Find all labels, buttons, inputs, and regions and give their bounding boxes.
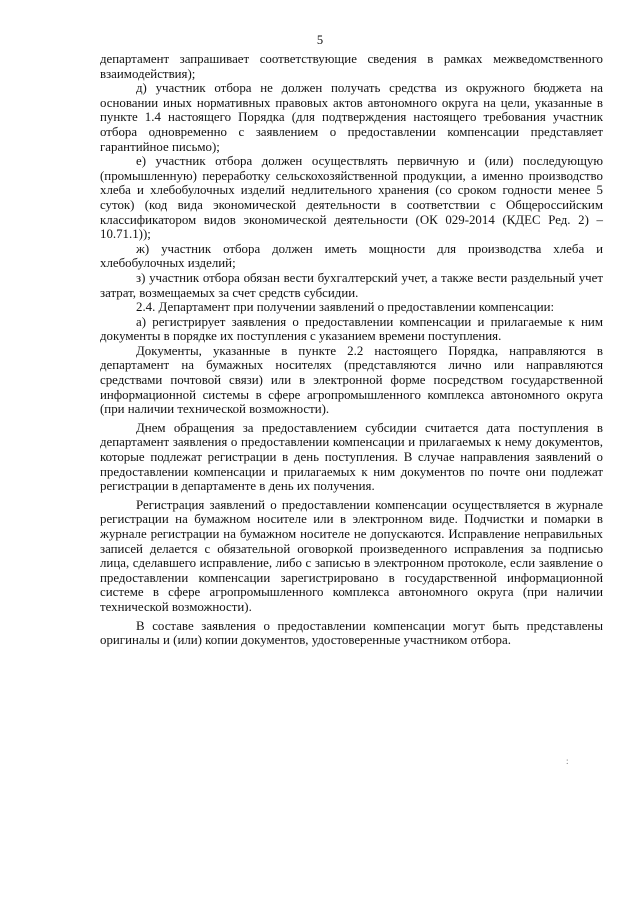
paragraph-registration: Регистрация заявлений о предоставлении компенсации осуществляется в журнале регистрации на бумажном носителе или в электронном виде. Подчистки и помарки в журнале регистрации на бумажном носителе не допускаются. Исправление неправильных записей делается с обязательной оговоркой произведенного исправления за подписью лица, сделавшего исправление, либо с записью в электронном протоколе, если заявление о предоставлении компенсации зарегистрировано в государственной информационной системе в сфере агропромышленного комплекса автономного округа (при наличии технической возможности). [100, 497, 603, 614]
paragraph-continuation: департамент запрашивает соответствующие сведения в рамках межведомственного взаимодействия); [100, 52, 603, 81]
paragraph-application-contents: В составе заявления о предоставлении компенсации могут быть представлены оригиналы и (или) копии документов, удостоверенные участником отбора. [100, 618, 603, 648]
paragraph-item-e: е) участник отбора должен осуществлять первичную и (или) последующую (промышленную) переработку сельскохозяйственной продукции, а именно производство хлеба и хлебобулочных изделий недлительного хранения (со сроком годности менее 5 суток) (код вида экономической деятельности в соответствии с Общероссийским классификатором видов экономической деятельности (ОК 029-2014 (КДЕС Ред. 2) – 10.71.1)); [100, 154, 603, 242]
paragraph-documents: Документы, указанные в пункте 2.2 настоящего Порядка, направляются в департамент на бумажных носителях (представляются лично или направляются средствами почтовой связи) или в электронной форме посредством государственной информационной системы в сфере агропромышленного комплекса автономного округа (при наличии технической возможности). [100, 343, 603, 417]
paragraph-item-d: д) участник отбора не должен получать средства из окружного бюджета на основании иных нормативных правовых актов автономного округа на цели, указанные в пункте 1.4 настоящего Порядка (для подтверждения настоящего требования участник отбора одновременно с заявлением о предоставлении компенсации представляет гарантийное письмо); [100, 81, 603, 154]
paragraph-application-date: Днем обращения за предоставлением субсидии считается дата поступления в департамент заявления о предоставлении компенсации и прилагаемых к нему документов, которые подлежат регистрации в день поступления. В случае направления заявлений о предоставлении компенсации и прилагаемых к ним документов по почте они подлежат регистрации в департаменте в день их получения. [100, 420, 603, 494]
paragraph-item-zh: ж) участник отбора должен иметь мощности для производства хлеба и хлебобулочных изделий; [100, 241, 603, 271]
scan-mark: : [566, 756, 569, 766]
paragraph-item-z: з) участник отбора обязан вести бухгалтерский учет, а также вести раздельный учет затрат, возмещаемых за счет средств субсидии. [100, 270, 603, 300]
paragraph-section-2-4: 2.4. Департамент при получении заявлений о предоставлении компенсации: [136, 300, 555, 315]
document-body [100, 52, 603, 648]
page-number: 5 [316, 33, 324, 47]
paragraph-item-a: а) регистрирует заявления о предоставлении компенсации и прилагаемые к ним документы в порядке их поступления с указанием времени поступления. [100, 314, 603, 344]
